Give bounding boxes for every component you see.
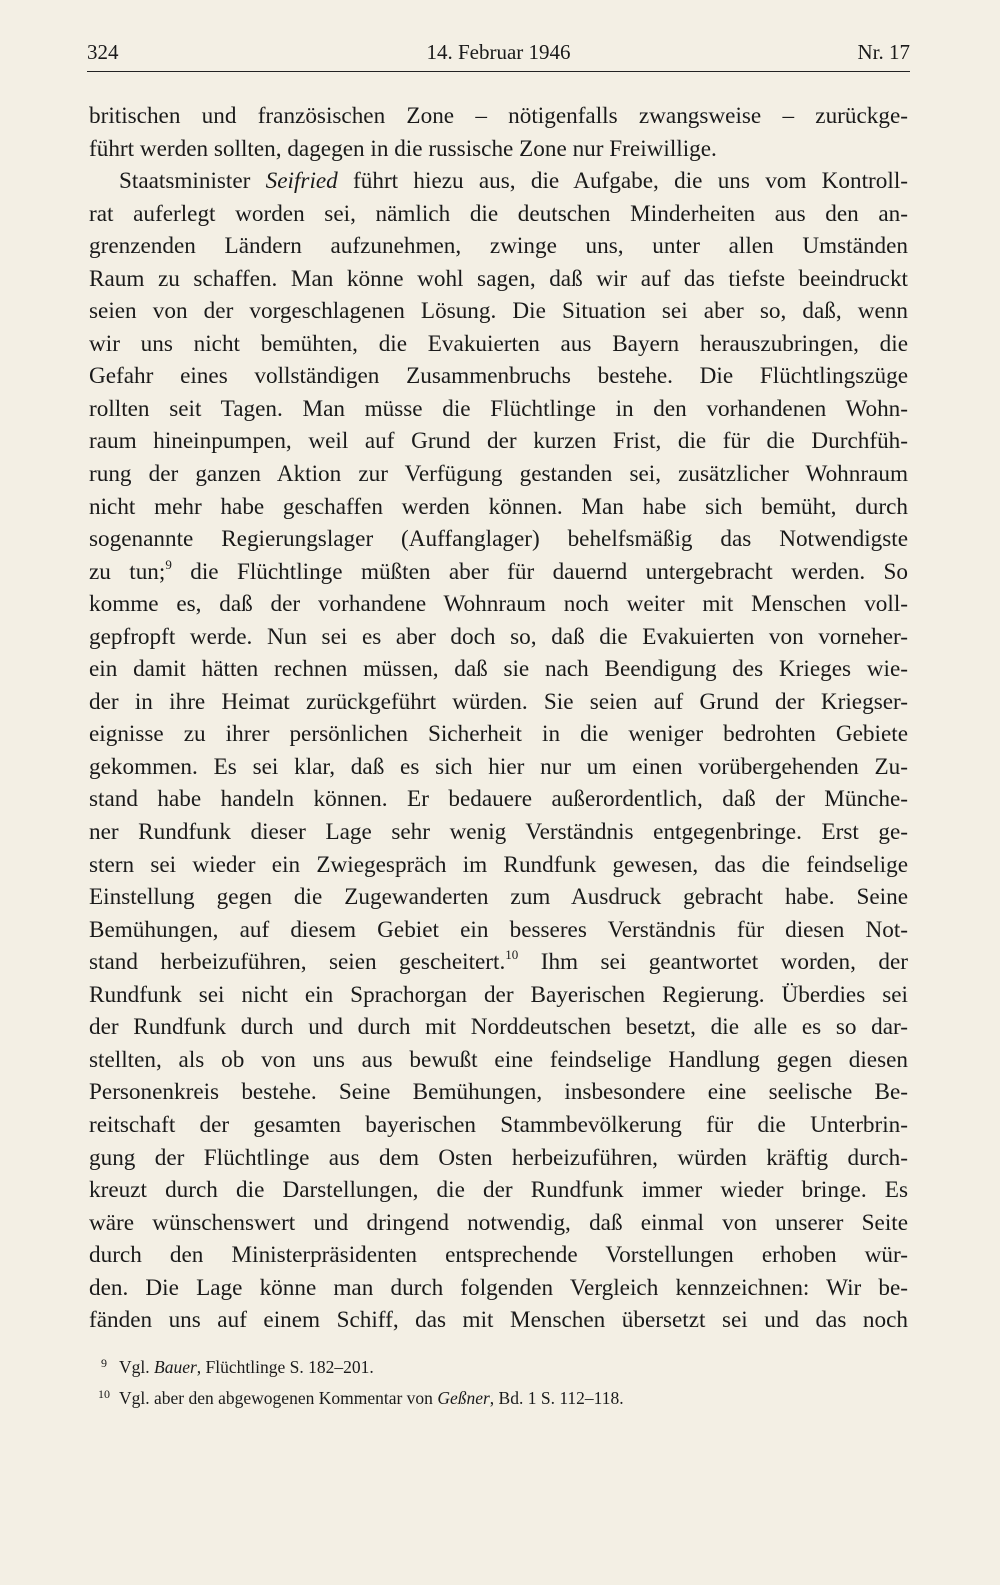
footnote-9 <box>89 1350 908 1381</box>
text-line: Personenkreis bestehe. Seine Bemühungen, insbesondere eine seelische Be- <box>89 1079 908 1106</box>
footnote-mark: 10 <box>98 1387 110 1401</box>
text-line <box>89 556 908 589</box>
text-line: ein damit hätten rechnen müssen, daß sie nach Beendigung des Krieges wie- <box>89 656 908 683</box>
text-line: nicht mehr habe geschaffen werden können. Man habe sich bemüht, durch <box>89 493 908 520</box>
text-line: fänden uns auf einem Schiff, das mit Menschen übersetzt sei und das noch <box>89 1307 908 1334</box>
text-line: der Rundfunk durch und durch mit Norddeutschen besetzt, die alle es so dar- <box>89 1014 908 1041</box>
person-name: Seifried <box>265 168 338 195</box>
text-line <box>89 946 908 979</box>
text-line: britischen und französischen Zone – nötigenfalls zwangsweise – zurückge- <box>89 103 908 129</box>
text-fragment: Staatsminister <box>119 168 266 195</box>
text-fragment: führt hiezu aus, die Aufgabe, die uns vom Kontroll- <box>337 168 908 195</box>
text-line: rollten seit Tagen. Man müsse die Flüchtlinge in den vorhandenen Wohn- <box>89 395 908 422</box>
header-rule <box>87 71 910 72</box>
text-line <box>89 165 908 198</box>
text-line: gung der Flüchtlinge aus dem Osten herbeizuführen, würden kräftig durch- <box>89 1144 908 1171</box>
text-line: raum hineinpumpen, weil auf Grund der kurzen Frist, die für die Durchfüh- <box>89 428 908 455</box>
text-line: wäre wünschenswert und dringend notwendig, daß einmal von unserer Seite <box>89 1209 908 1236</box>
text-line: ner Rundfunk dieser Lage sehr wenig Verständnis entgegenbringe. Erst ge- <box>89 819 908 846</box>
page-number: 324 <box>87 40 119 64</box>
text-line: Bemühungen, auf diesem Gebiet ein besseres Verständnis für diesen Not- <box>89 916 908 943</box>
footnote-author: Geßner <box>437 1388 490 1408</box>
text-fragment: zu tun; <box>89 558 166 585</box>
footnote-mark: 9 <box>101 1356 107 1370</box>
footnote-reference: 9 <box>165 556 172 572</box>
text-line: Einstellung gegen die Zugewanderten zum Ausdruck gebracht habe. Seine <box>89 884 908 911</box>
text-line: stand habe handeln können. Er bedauere außerordentlich, daß der Münche- <box>89 786 908 813</box>
footnotes <box>89 1350 908 1412</box>
footnote-text: , Bd. 1 S. 112–118. <box>489 1388 624 1408</box>
text-line: kreuzt durch die Darstellungen, die der Rundfunk immer wieder bringe. Es <box>89 1177 908 1204</box>
text-line: Raum zu schaffen. Man könne wohl sagen, daß wir auf das tiefste beeindruckt <box>89 265 908 292</box>
text-line: der in ihre Heimat zurückgeführt würden. Sie seien auf Grund der Kriegser- <box>89 688 908 715</box>
text-fragment: Ihm sei geantwortet worden, der <box>518 949 908 976</box>
text-line: wir uns nicht bemühten, die Evakuierten aus Bayern herauszubringen, die <box>89 330 908 357</box>
text-line: gepfropft werde. Nun sei es aber doch so, daß die Evakuierten von vorneher- <box>89 623 908 650</box>
text-fragment: die Flüchtlinge müßten aber für dauernd untergebracht werden. So <box>171 558 908 585</box>
text-line: Rundfunk sei nicht ein Sprachorgan der Bayerischen Regierung. Überdies sei <box>89 981 908 1008</box>
text-line: stern sei wieder ein Zwiegespräch im Rundfunk gewesen, das die feindselige <box>89 851 908 878</box>
footnote-reference: 10 <box>505 947 519 963</box>
text-line: rat auferlegt worden sei, nämlich die deutschen Minderheiten aus den an- <box>89 200 908 227</box>
text-line: sogenannte Regierungslager (Auffanglager) behelfsmäßig das Notwendigste <box>89 526 908 553</box>
text-line: Gefahr eines vollständigen Zusammenbruchs bestehe. Die Flüchtlingszüge <box>89 363 908 390</box>
text-line: stellten, als ob von uns aus bewußt eine feindselige Handlung gegen diesen <box>89 1046 908 1073</box>
text-line: reitschaft der gesamten bayerischen Stammbevölkerung für die Unterbrin- <box>89 1111 908 1138</box>
header-date: 14. Februar 1946 <box>426 40 571 64</box>
text-line: führt werden sollten, dagegen in die russische Zone nur Freiwillige. <box>89 135 717 162</box>
text-line: den. Die Lage könne man durch folgenden Vergleich kennzeichnen: Wir be- <box>89 1274 908 1301</box>
body-text <box>89 100 908 1337</box>
text-line: seien von der vorgeschlagenen Lösung. Die Situation sei aber so, daß, wenn <box>89 298 908 325</box>
footnote-text: Vgl. aber den abgewogenen Kommentar von <box>119 1388 438 1408</box>
footnote-10 <box>89 1381 908 1412</box>
text-line: grenzenden Ländern aufzunehmen, zwinge uns, unter allen Umständen <box>89 233 908 260</box>
text-fragment: stand herbeizuführen, seien gescheitert. <box>89 949 506 976</box>
text-line: durch den Ministerpräsidenten entsprechende Vorstellungen erhoben wür- <box>89 1242 908 1269</box>
footnote-text: , Flüchtlinge S. 182–201. <box>196 1357 374 1377</box>
footnote-text: Vgl. <box>119 1357 154 1377</box>
text-line: eignisse zu ihrer persönlichen Sicherheit in die weniger bedrohten Gebiete <box>89 721 908 748</box>
header-issue-number: Nr. 17 <box>857 40 910 64</box>
text-line: gekommen. Es sei klar, daß es sich hier nur um einen vorübergehenden Zu- <box>89 753 908 780</box>
running-header <box>87 40 910 72</box>
text-line: rung der ganzen Aktion zur Verfügung gestanden sei, zusätzlicher Wohnraum <box>89 461 908 488</box>
footnote-author: Bauer <box>154 1357 197 1377</box>
text-line: komme es, daß der vorhandene Wohnraum noch weiter mit Menschen voll- <box>89 591 908 618</box>
